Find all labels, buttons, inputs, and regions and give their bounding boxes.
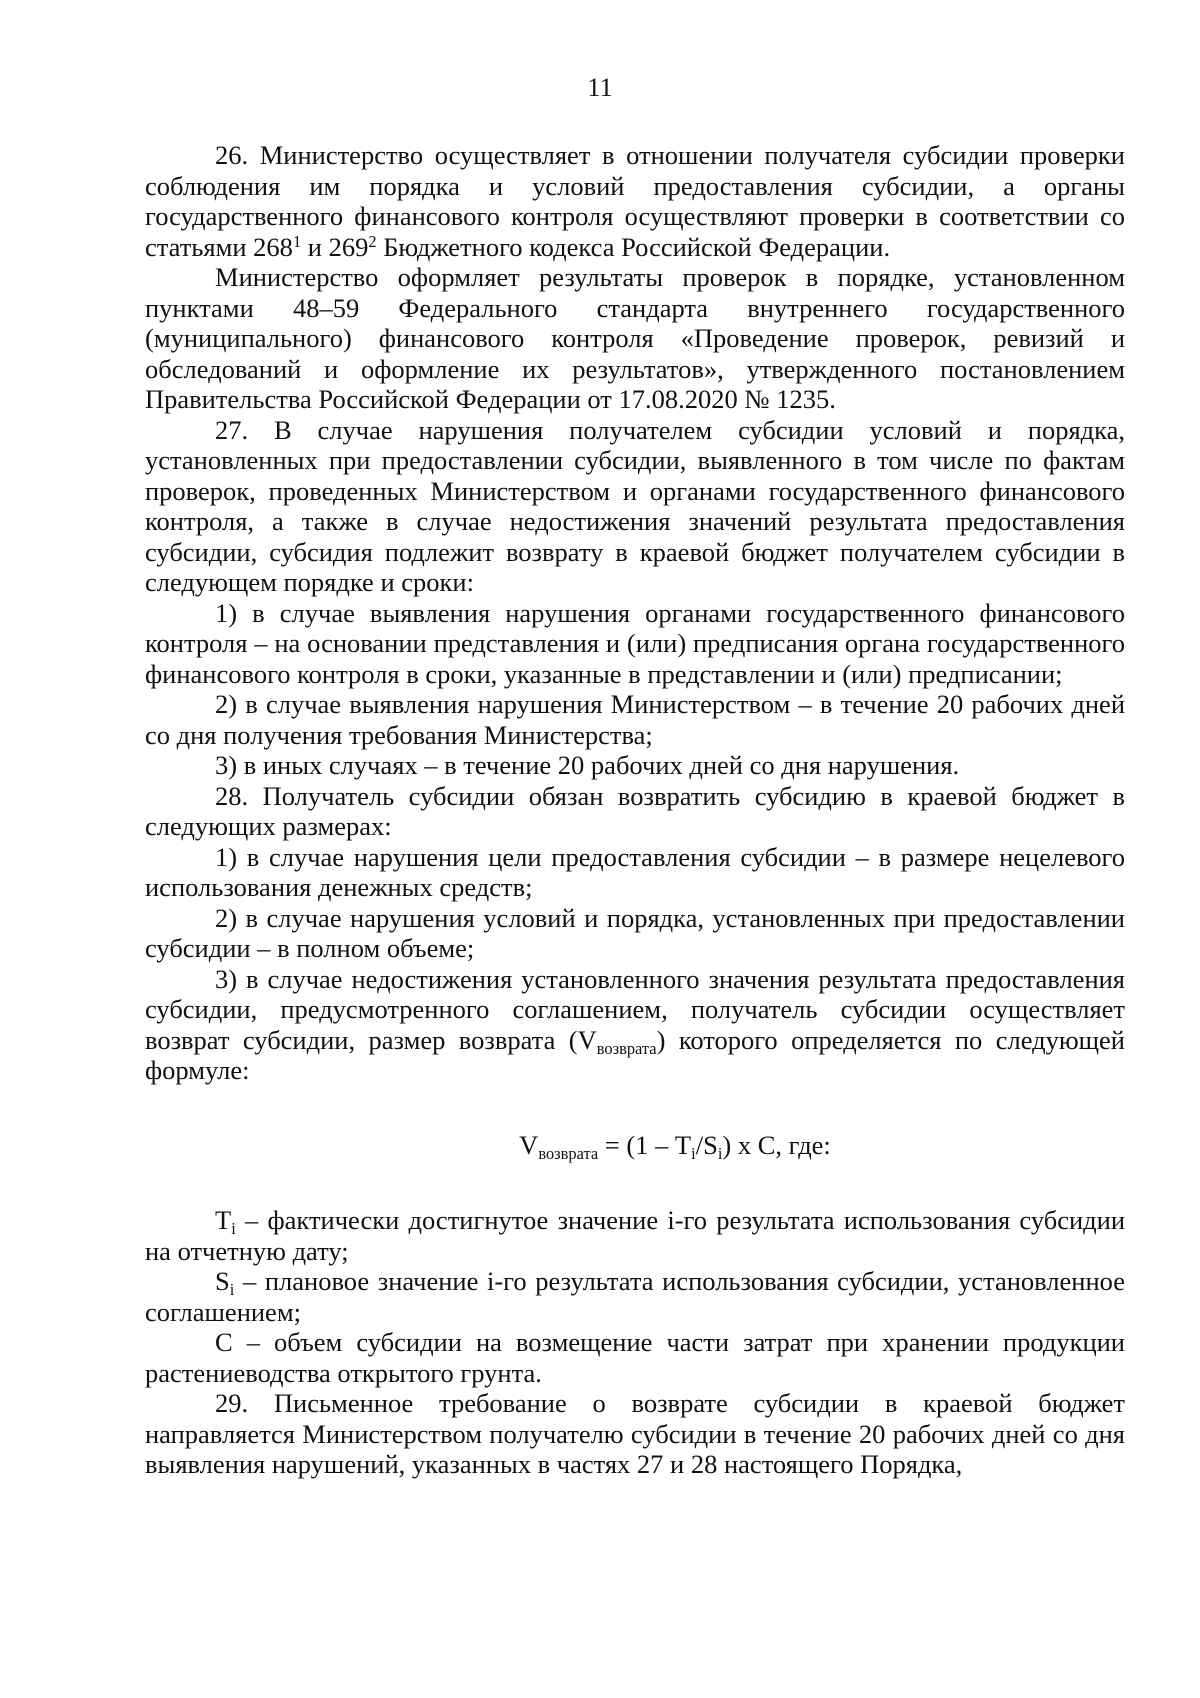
paragraph-28: 28. Получатель субсидии обязан возвратить субсидию в краевой бюджет в следующих размерах: <box>145 780 1125 841</box>
paragraph-27-item-3: 3) в иных случаях – в течение 20 рабочих дней со дня нарушения. <box>215 750 960 780</box>
definition-c: C – объем субсидии на возмещение части затрат при хранении продукции растениеводства открытого грунта. <box>145 1327 1125 1388</box>
paragraph-27-item-2: 2) в случае выявления нарушения Министерством – в течение 20 рабочих дней со дня получения требования Министерства; <box>145 689 1125 750</box>
document-body <box>145 140 1125 1480</box>
paragraph-27-item-1: 1) в случае выявления нарушения органами государственного финансового контроля – на основании представления и (или) предписания органа государственного финансового контроля в сроки, указанные в представлении и (или) предписании; <box>145 597 1125 689</box>
paragraph-27: 27. В случае нарушения получателем субсидии условий и порядка, установленных при предоставлении субсидии, выявленного в том числе по фактам проверок, проведенных Министерством и органами государственного финансового контроля, а также в случае недостижения значений результата предоставления субсидии, субсидия подлежит возврату в краевой бюджет получателем субсидии в следующем порядке и сроки: <box>145 414 1125 597</box>
superscript: 2 <box>368 231 377 251</box>
paragraph-28-item-2: 2) в случае нарушения условий и порядка, установленных при предоставлении субсидии – в полном объеме; <box>145 902 1125 963</box>
page-number: 11 <box>587 72 613 102</box>
paragraph-28-item-3: 3) в случае недостижения установленного значения результата предоставления субсидии, предусмотренного соглашением, получатель субсидии осуществляет возврат субсидии, размер возврата $(V_{возврата})$ которого определяется по следующей формуле: <box>145 963 1125 1085</box>
superscript: 1 <box>292 231 302 251</box>
return-formula: $V_{возврата} = (1 - T_i/S_i)$ x C, где: <box>519 1129 831 1163</box>
definition-t: $T_i$ – фактически достигнутое значение i-го результата использования субсидии на отчетную дату; <box>145 1205 1125 1266</box>
paragraph-26-results: Министерство оформляет результаты проверок в порядке, установленном пунктами 48–59 Федерального стандарта внутреннего государственного (муниципального) финансового контроля «Проведение проверок, ревизий и обследований и оформление их результатов», утвержденного постановлением Правительства Российской Федерации от 17.08.2020 № 1235. <box>145 262 1125 414</box>
paragraph-26: 26. Министерство осуществляет в отношении получателя субсидии проверки соблюдения им порядка и условий предоставления субсидии, а органы государственного финансового контроля осуществляют проверки в соответствии со статьями $268^1$ и $269^2$ Бюджетного кодекса Российской Федерации. <box>145 140 1125 262</box>
paragraph-29: 29. Письменное требование о возврате субсидии в краевой бюджет направляется Министерством получателю субсидии в течение 20 рабочих дней со дня выявления нарушений, указанных в частях 27 и 28 настоящего Порядка, <box>145 1388 1125 1479</box>
paragraph-28-item-1: 1) в случае нарушения цели предоставления субсидии – в размере нецелевого использования денежных средств; <box>145 841 1125 902</box>
definition-s: $S_i$ – плановое значение i-го результата использования субсидии, установленное соглашением; <box>145 1266 1125 1327</box>
